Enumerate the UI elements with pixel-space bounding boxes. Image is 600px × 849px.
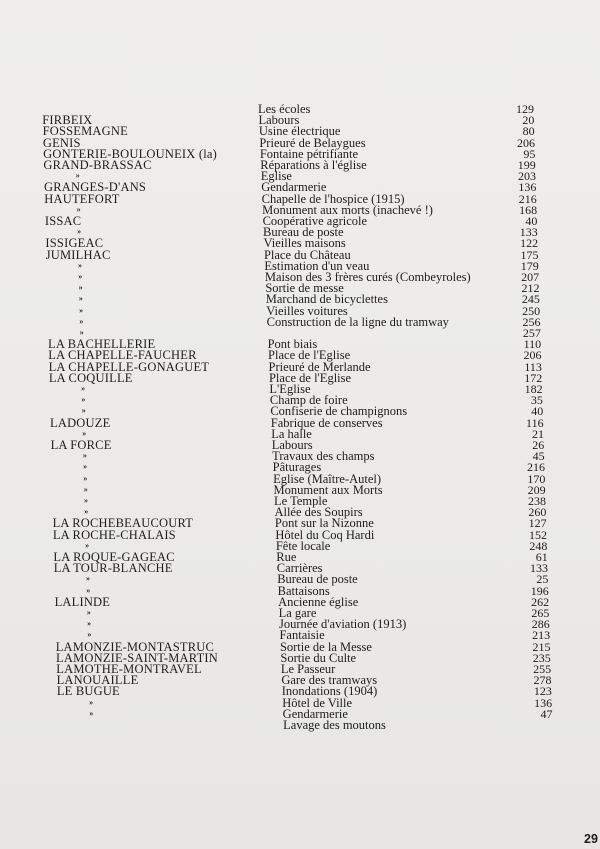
subject-title: Lavage des moutons	[283, 718, 386, 732]
subject-title: Prieuré de Merlande	[268, 360, 371, 374]
page-reference: 127	[528, 516, 547, 530]
page-reference: 215	[532, 640, 551, 654]
place-name: LA COQUILLE	[48, 371, 133, 385]
page-reference: 199	[517, 158, 536, 172]
page-reference: 262	[531, 595, 550, 609]
page-reference: 20	[522, 113, 535, 127]
page-reference: 175	[520, 248, 539, 262]
page-reference: 216	[526, 460, 545, 474]
place-name: »	[86, 574, 91, 583]
page-reference: 196	[530, 584, 549, 598]
subject-title: Sortie de la Messe	[279, 640, 372, 654]
place-name: »	[89, 698, 94, 707]
place-name: »	[75, 171, 80, 180]
subject-title: Pont biais	[267, 337, 318, 351]
place-name: »	[78, 283, 83, 292]
place-name: »	[79, 306, 84, 315]
subject-title: Chapelle de l'hospice (1915)	[261, 192, 405, 206]
subject-title: Fontaine pétrifiante	[259, 147, 359, 161]
place-name: »	[84, 496, 89, 505]
page-reference: 257	[522, 326, 541, 340]
page-reference: 45	[532, 449, 545, 463]
page-reference: 40	[525, 214, 538, 228]
subject-title: Réparations à l'église	[260, 158, 367, 172]
place-name: »	[82, 429, 87, 438]
page-reference: 255	[533, 662, 552, 676]
subject-title: Pâturages	[272, 460, 322, 474]
place-name: »	[83, 474, 88, 483]
place-name: »	[84, 507, 89, 516]
page-reference: 80	[522, 124, 535, 138]
subject-title: Estimation d'un veau	[264, 259, 370, 273]
subject-title: Fabrique de conserves	[270, 416, 383, 430]
page-reference: 250	[522, 304, 541, 318]
subject-title: Coopérative agricole	[262, 214, 368, 228]
place-name: LA ROCHEBEAUCOURT	[52, 516, 194, 530]
page-reference: 113	[524, 360, 542, 374]
subject-title: Eglise	[260, 169, 292, 183]
subject-title: Fantaisie	[279, 628, 325, 642]
page-reference: 136	[534, 696, 553, 710]
place-name: LADOUZE	[50, 416, 111, 430]
place-name: LA BACHELLERIE	[48, 337, 156, 351]
page-reference: 25	[536, 572, 549, 586]
place-name: »	[87, 630, 92, 639]
place-name: »	[78, 261, 83, 270]
subject-title: Ancienne église	[278, 595, 359, 609]
subject-title: Bureau de poste	[277, 572, 358, 586]
place-name: »	[89, 709, 94, 718]
place-name: LAMONZIE-MONTASTRUC	[55, 640, 215, 654]
page-reference: 235	[532, 651, 551, 665]
place-name: JUMILHAC	[45, 248, 111, 262]
subject-title: Prieuré de Belaygues	[259, 136, 366, 150]
place-name: »	[81, 406, 86, 415]
subject-title: La halle	[271, 427, 312, 441]
subject-title: La gare	[278, 606, 317, 620]
place-name: HAUTEFORT	[44, 192, 120, 206]
subject-title: Allée des Soupirs	[274, 505, 363, 519]
subject-title: Gendarmerie	[261, 180, 327, 194]
page-reference: 172	[524, 371, 543, 385]
page-reference: 260	[528, 505, 547, 519]
subject-title: Bureau de poste	[263, 225, 344, 239]
page-reference: 206	[517, 136, 536, 150]
subject-title: Le Passeur	[280, 662, 336, 676]
subject-title: Place de l'Eglise	[268, 348, 351, 362]
place-name: »	[81, 395, 86, 404]
subject-title: Hôtel du Coq Hardi	[275, 528, 375, 542]
place-name: LAMOTHE-MONTRAVEL	[56, 662, 202, 676]
page-reference: 248	[529, 539, 548, 553]
page-reference: 245	[521, 292, 540, 306]
subject-title: Fête locale	[275, 539, 331, 553]
subject-title: Place de l'Eglise	[268, 371, 352, 385]
subject-title: Sortie du Culte	[280, 651, 357, 665]
place-name: ISSIGEAC	[45, 236, 104, 250]
page-reference: 278	[533, 673, 552, 687]
page-reference: 110	[523, 337, 542, 351]
place-name: FIRBEIX	[42, 113, 93, 127]
place-name: LE BUGUE	[56, 684, 120, 698]
page-reference: 212	[521, 281, 540, 295]
subject-title: Labours	[258, 113, 300, 127]
page-reference: 152	[529, 528, 548, 542]
page-reference: 133	[530, 561, 549, 575]
page-reference: 213	[532, 628, 551, 642]
place-name: »	[86, 586, 91, 595]
place-name: »	[78, 272, 83, 281]
subject-title: Gendarmerie	[282, 707, 348, 721]
page-reference: 216	[518, 192, 537, 206]
page-reference: 47	[540, 707, 553, 721]
subject-title: Marchand de bicyclettes	[265, 292, 388, 306]
page-reference: 61	[535, 550, 548, 564]
page-reference: 209	[527, 483, 546, 497]
place-name: LA TOUR-BLANCHE	[53, 561, 173, 575]
place-name: LA FORCE	[50, 438, 112, 452]
place-name: LA CHAPELLE-GONAGUET	[48, 360, 210, 374]
subject-title: Labours	[271, 438, 313, 452]
subject-title: Eglise (Maître-Autel)	[273, 472, 382, 486]
page-reference: 256	[522, 315, 541, 329]
place-name: GENIS	[42, 136, 81, 150]
page-reference: 21	[531, 427, 544, 441]
place-name: LA ROCHE-CHALAIS	[52, 528, 176, 542]
place-name: LALINDE	[54, 595, 111, 609]
subject-title: Confiserie de champignons	[270, 404, 408, 418]
place-name: ISSAC	[44, 214, 82, 228]
place-name: »	[76, 205, 81, 214]
place-name: »	[85, 541, 90, 550]
place-name: LA ROQUE-GAGEAC	[53, 550, 175, 564]
subject-title: Champ de foire	[269, 393, 348, 407]
page-reference: 168	[519, 203, 538, 217]
place-name: GRANGES-D'ANS	[44, 180, 147, 194]
subject-title: Vieilles voitures	[266, 304, 348, 318]
subject-title: Monument aux Morts	[273, 483, 383, 497]
page-reference: 286	[531, 617, 550, 631]
page-reference: 203	[518, 169, 537, 183]
subject-title: Gare des tramways	[281, 673, 378, 687]
subject-title: Battaisons	[277, 584, 330, 598]
place-name: »	[87, 619, 92, 628]
subject-title: Place du Château	[263, 248, 351, 262]
subject-title: Vieilles maisons	[263, 236, 346, 250]
subject-title: Sortie de messe	[265, 281, 344, 295]
page-reference: 238	[528, 494, 546, 508]
page-reference: 122	[520, 236, 539, 250]
subject-title: Journée d'aviation (1913)	[279, 617, 407, 631]
subject-title: L'Eglise	[269, 382, 311, 396]
place-name: »	[77, 227, 82, 236]
page-reference: 95	[523, 147, 536, 161]
subject-title: Travaux des champs	[272, 449, 375, 463]
place-name: »	[82, 451, 88, 460]
page-reference: 40	[531, 404, 544, 418]
place-name: LAMONZIE-SAINT-MARTIN	[56, 651, 219, 665]
place-name: GONTERIE-BOULOUNEIX (la)	[43, 147, 217, 161]
place-name: »	[79, 317, 84, 326]
page-reference: 206	[523, 348, 542, 362]
place-name: LA CHAPELLE-FAUCHER	[48, 348, 197, 362]
subject-title: Usine électrique	[258, 124, 341, 138]
subject-title: Hôtel de Ville	[282, 696, 353, 710]
page-reference: 35	[530, 393, 543, 407]
page-reference: 170	[527, 472, 546, 486]
page-reference: 182	[524, 382, 543, 396]
subject-title: Monument aux morts (inachevé !)	[262, 203, 433, 217]
subject-title: Les écoles	[258, 102, 311, 116]
place-name: GRAND-BRASSAC	[43, 158, 152, 172]
place-name: »	[83, 485, 88, 494]
page-reference: 207	[521, 270, 540, 284]
place-name: »	[86, 608, 92, 617]
page-reference: 129	[516, 102, 534, 116]
subject-title: Inondations (1904)	[281, 684, 378, 698]
place-name: »	[83, 462, 88, 471]
subject-title: Carrières	[276, 561, 323, 575]
subject-title: Rue	[276, 550, 297, 564]
place-name: »	[81, 384, 86, 393]
page-reference: 136	[518, 180, 537, 194]
subject-title: Le Temple	[274, 494, 328, 508]
place-name: FOSSEMAGNE	[42, 124, 128, 138]
place-name: »	[79, 328, 84, 337]
page-reference: 116	[526, 416, 544, 430]
subject-title: Pont sur la Nizonne	[274, 516, 374, 530]
page-reference: 123	[533, 684, 552, 698]
page-reference: 179	[520, 259, 539, 273]
page-number: 29	[584, 832, 598, 846]
subject-title: Construction de la ligne du tramway	[266, 315, 449, 329]
place-name: »	[78, 294, 84, 303]
place-name: LANOUAILLE	[56, 673, 139, 687]
page-reference: 26	[532, 438, 545, 452]
page-reference: 265	[531, 606, 550, 620]
page-reference: 133	[519, 225, 538, 239]
subject-title: Maison des 3 frères curés (Combeyroles)	[264, 270, 471, 284]
